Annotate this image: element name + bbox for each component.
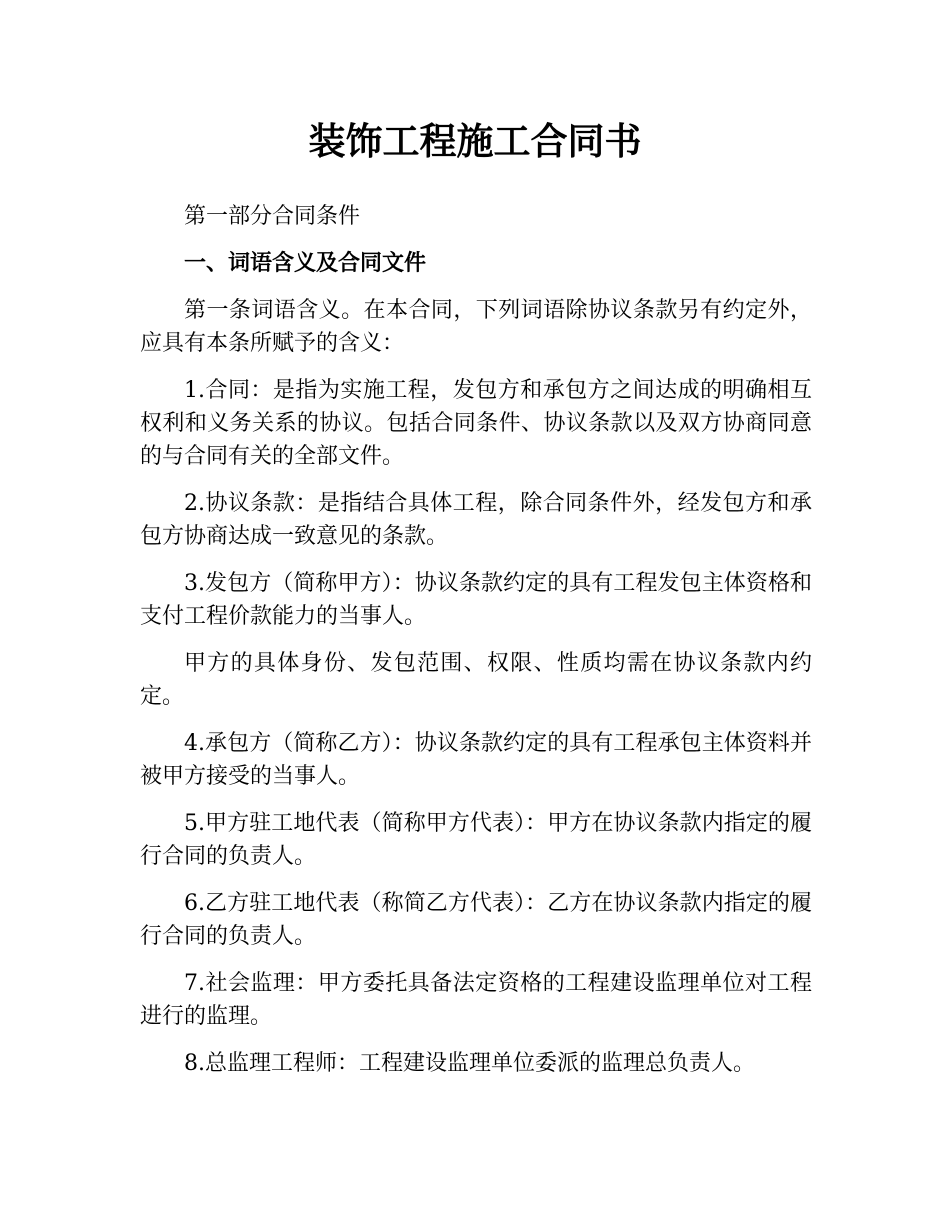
definition-agreement-terms: 2.协议条款：是指结合具体工程，除合同条件外，经发包方和承包方协商达成一致意见的条款。 — [140, 491, 812, 549]
definition-party-a: 3.发包方（简称甲方）：协议条款约定的具有工程发包主体资格和支付工程价款能力的当事人。 — [140, 571, 812, 629]
section-heading: 一、词语含义及合同文件 — [184, 251, 427, 276]
document-title: 装饰工程施工合同书 — [308, 120, 642, 163]
definition-contract: 1.合同：是指为实施工程，发包方和承包方之间达成的明确相互权利和义务关系的协议。包括合同条件、协议条款以及双方协商同意的与合同有关的全部文件。 — [140, 378, 812, 469]
party-a-note: 甲方的具体身份、发包范围、权限、性质均需在协议条款内约定。 — [140, 651, 812, 709]
document-body — [140, 200, 812, 1094]
definition-party-a-representative: 5.甲方驻工地代表（简称甲方代表）：甲方在协议条款内指定的履行合同的负责人。 — [140, 811, 812, 869]
definition-chief-supervision-engineer: 8.总监理工程师：工程建设监理单位委派的监理总负责人。 — [184, 1051, 755, 1076]
part-heading: 第一部分合同条件 — [184, 204, 361, 229]
article-1-paragraph: 第一条词语含义。在本合同，下列词语除协议条款另有约定外，应具有本条所赋予的含义： — [140, 298, 812, 356]
definition-social-supervision: 7.社会监理：甲方委托具备法定资格的工程建设监理单位对工程进行的监理。 — [140, 971, 812, 1029]
definition-party-b: 4.承包方（简称乙方）：协议条款约定的具有工程承包主体资料并被甲方接受的当事人。 — [140, 731, 812, 789]
definition-party-b-representative: 6.乙方驻工地代表（称简乙方代表）：乙方在协议条款内指定的履行合同的负责人。 — [140, 891, 812, 949]
